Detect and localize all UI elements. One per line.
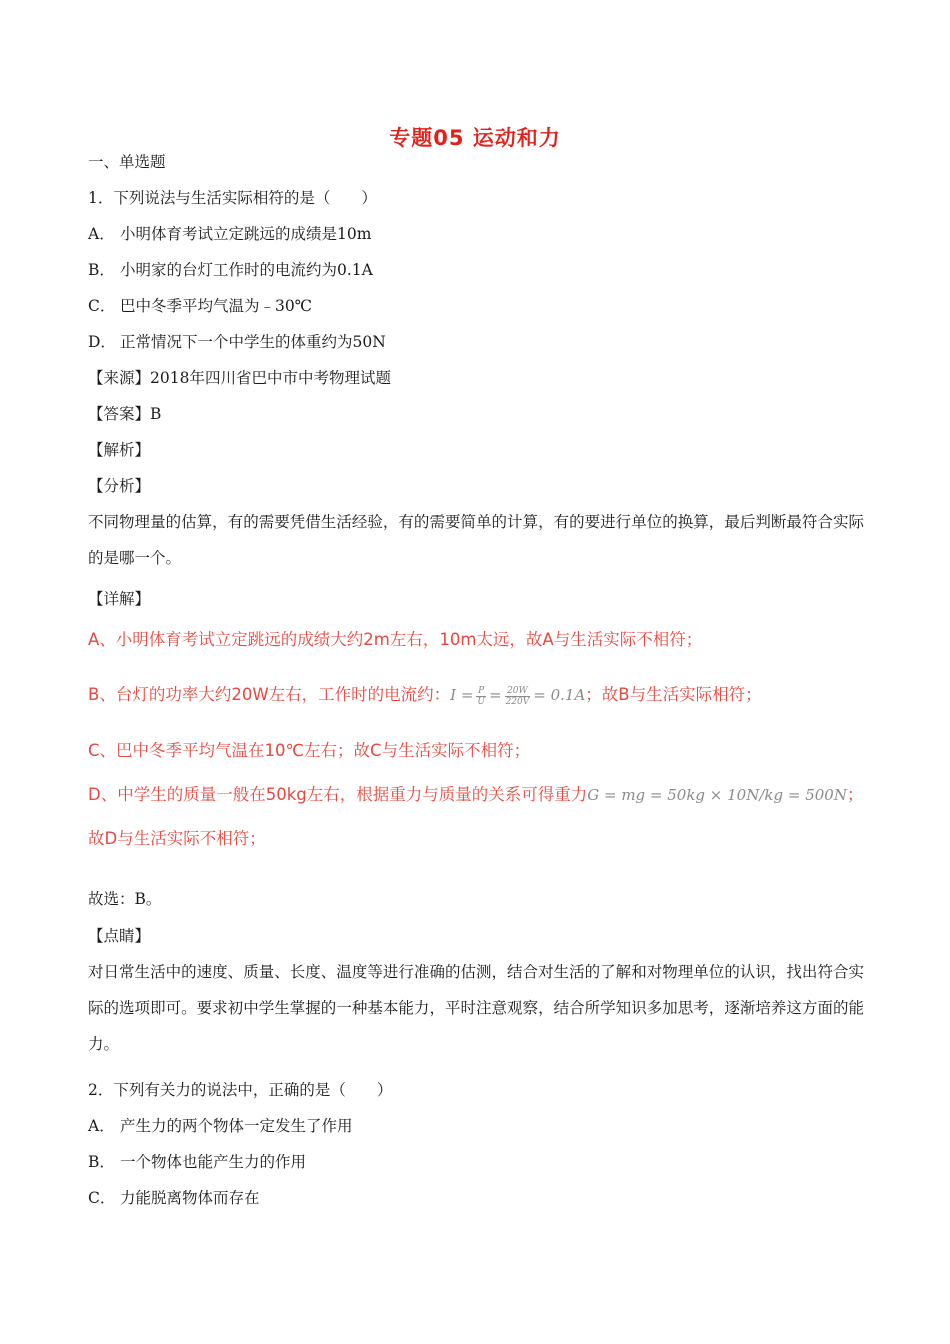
question-1-option-a — [88, 224, 371, 244]
question-2-option-c — [88, 1188, 260, 1208]
option-letter: C． — [88, 297, 116, 315]
detail-c: C、巴中冬季平均气温在10℃左右；故C与生活实际不相符； — [88, 741, 531, 760]
dianjing-paragraph: 对日常生活中的速度、质量、长度、温度等进行准确的估测，结合对生活的了解和对物理单位的认识，找出符合实际的选项即可。要求初中学生掌握的一种基本能力，平时注意观察，结合所学知识多加思考，逐渐培养这方面的能力。 — [88, 963, 864, 1053]
option-text: 产生力的两个物体一定发生了作用 — [120, 1117, 353, 1135]
option-text: 小明体育考试立定跳远的成绩是10m — [120, 225, 372, 243]
source-line: 【来源】2018年四川省巴中市中考物理试题 — [88, 369, 391, 387]
option-letter: B． — [88, 261, 115, 279]
detail-d — [88, 784, 863, 806]
fraction-denominator: 220V — [505, 696, 530, 707]
page-title: 专题05 运动和力 — [389, 126, 561, 150]
jiexi-label: 【解析】 — [88, 441, 151, 459]
fraction-denominator: U — [477, 696, 485, 707]
formula-equals: = — [489, 686, 502, 704]
option-letter: C． — [88, 1189, 116, 1207]
formula-i: I = — [450, 686, 474, 704]
option-letter: D． — [88, 333, 116, 351]
detail-b-conclusion: ；故B与生活实际相符； — [585, 685, 762, 704]
option-text: 巴中冬季平均气温为﹣30℃ — [120, 297, 313, 315]
fraction-p-over-u — [475, 686, 487, 707]
question-2-stem: 2．下列有关力的说法中，正确的是（ ） — [88, 1081, 393, 1099]
option-text: 正常情况下一个中学生的体重约为50N — [120, 333, 386, 351]
detail-a: A、小明体育考试立定跳远的成绩大约2m左右，10m太远，故A与生活实际不相符； — [88, 630, 703, 649]
fenxi-paragraph: 不同物理量的估算，有的需要凭借生活经验，有的需要简单的计算，有的要进行单位的换算，最后判断最符合实际的是哪一个。 — [88, 513, 864, 567]
section-heading: 一、单选题 — [88, 153, 166, 171]
fraction-numerator: P — [478, 685, 485, 696]
option-letter: A． — [88, 1117, 115, 1135]
option-text: 力能脱离物体而存在 — [120, 1189, 260, 1207]
xiangjie-label: 【详解】 — [88, 590, 151, 608]
option-text: 小明家的台灯工作时的电流约为0.1A — [120, 261, 373, 279]
choice-line: 故选：B。 — [88, 890, 162, 908]
question-2-option-b — [88, 1152, 306, 1172]
detail-b — [88, 684, 762, 707]
question-1-option-b — [88, 260, 373, 280]
detail-d-text: D、中学生的质量一般在50kg左右，根据重力与质量的关系可得重力 — [88, 785, 588, 804]
fraction-numerator: 20W — [507, 685, 528, 696]
formula-gravity: G = mg = 50kg × 10N/kg = 500N — [587, 786, 847, 804]
dianjing-label: 【点睛】 — [88, 927, 151, 945]
fenxi-label: 【分析】 — [88, 477, 151, 495]
option-text: 一个物体也能产生力的作用 — [120, 1153, 307, 1171]
option-letter: B． — [88, 1153, 115, 1171]
option-letter: A． — [88, 225, 115, 243]
detail-d-conclusion: 故D与生活实际不相符； — [88, 829, 266, 848]
question-1-stem: 1．下列说法与生活实际相符的是（ ） — [88, 189, 377, 207]
answer-line: 【答案】B — [88, 405, 162, 423]
question-2-option-a — [88, 1116, 353, 1136]
detail-b-text: B、台灯的功率大约20W左右，工作时的电流约： — [88, 685, 451, 704]
fraction-values — [504, 686, 532, 707]
formula-result: = 0.1A — [533, 686, 586, 704]
detail-d-semicolon: ； — [846, 785, 864, 804]
question-1-option-d — [88, 332, 386, 352]
question-1-option-c — [88, 296, 312, 316]
formula-current — [450, 685, 586, 707]
